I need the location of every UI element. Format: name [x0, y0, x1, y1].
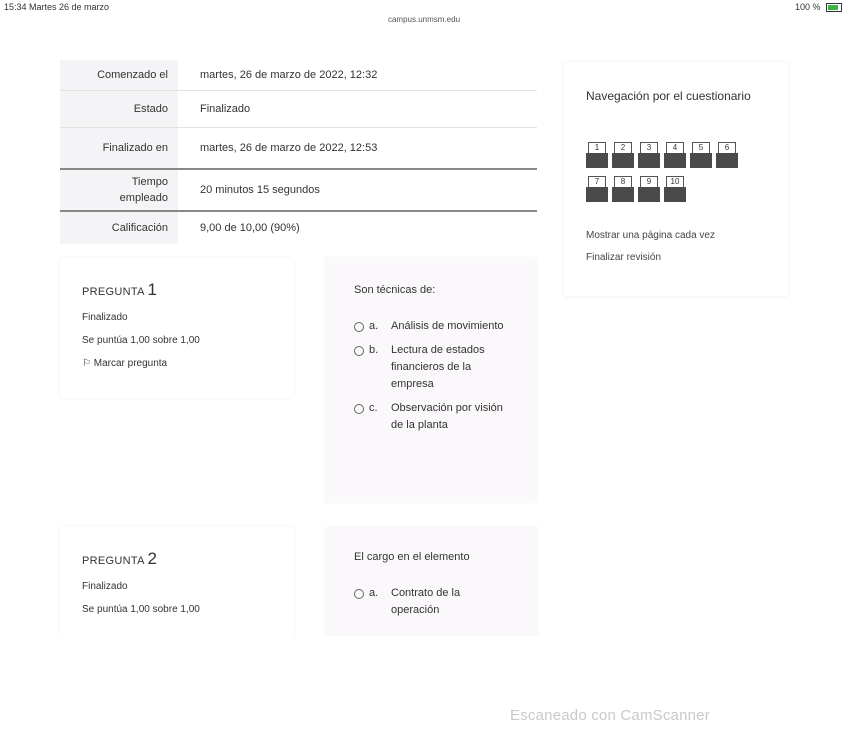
option-letter: c.: [369, 402, 378, 414]
summary-label: Estado: [60, 91, 178, 127]
question-nav-number: 7: [588, 176, 606, 188]
summary-label: Tiempo empleado: [60, 170, 178, 210]
question-nav-button[interactable]: [690, 142, 712, 168]
question-nav-number: 8: [614, 176, 632, 188]
summary-value: Finalizado: [200, 103, 251, 115]
question-title: [82, 549, 272, 569]
option-text: Contrato de la operación: [391, 587, 461, 616]
summary-row: [60, 91, 537, 128]
quiz-navigation: [564, 62, 788, 296]
question-text: Son técnicas de:: [354, 284, 436, 296]
question-score: Se puntúa 1,00 sobre 1,00: [82, 604, 200, 615]
question-nav-number: 1: [588, 142, 606, 154]
question-number: 1: [147, 280, 158, 299]
status-time: 15:34 Martes 26 de marzo: [4, 2, 110, 12]
question-nav-button[interactable]: [586, 176, 608, 202]
scanner-watermark: Escaneado con CamScanner: [510, 707, 710, 724]
question-score: Se puntúa 1,00 sobre 1,00: [82, 335, 200, 346]
summary-label: Calificación: [60, 212, 178, 244]
summary-value: martes, 26 de marzo de 2022, 12:53: [200, 142, 378, 154]
quiz-navigation-title: Navegación por el cuestionario: [586, 89, 751, 103]
question-nav-number: 5: [692, 142, 710, 154]
question-info-card: [60, 258, 294, 398]
option-text: Análisis de movimiento: [391, 320, 504, 332]
question-button-grid: [586, 142, 766, 210]
radio-button[interactable]: [354, 346, 364, 356]
radio-button[interactable]: [354, 589, 364, 599]
question-nav-number: 2: [614, 142, 632, 154]
finish-review-link[interactable]: Finalizar revisión: [586, 252, 662, 263]
answer-option[interactable]: [354, 585, 511, 619]
answer-option[interactable]: [354, 400, 511, 434]
question-status: Finalizado: [82, 312, 128, 323]
radio-button[interactable]: [354, 322, 364, 332]
radio-button[interactable]: [354, 404, 364, 414]
answer-option[interactable]: [354, 342, 511, 393]
flag-icon: ⚐: [82, 358, 94, 369]
summary-label: Comenzado el: [60, 60, 178, 90]
question-nav-number: 3: [640, 142, 658, 154]
page-blank-area: [0, 636, 848, 755]
attempt-summary: [60, 60, 537, 244]
summary-label: Finalizado en: [60, 128, 178, 168]
answer-option[interactable]: [354, 318, 511, 335]
question-nav-number: 4: [666, 142, 684, 154]
question-status: Finalizado: [82, 581, 128, 592]
url-bar[interactable]: campus.unmsm.edu: [387, 15, 461, 24]
option-letter: b.: [369, 344, 379, 356]
summary-value: 20 minutos 15 segundos: [200, 184, 320, 196]
option-text: Observación por visión de la planta: [391, 402, 503, 431]
question-title: [82, 280, 272, 300]
option-text: Lectura de estados financieros de la empresa: [391, 344, 485, 390]
summary-row: [60, 170, 537, 212]
option-letter: a.: [369, 587, 379, 599]
battery-icon: [826, 3, 842, 12]
battery-status: [795, 2, 842, 12]
question-text-card: [326, 258, 537, 502]
battery-label: 100 %: [794, 2, 821, 12]
question-nav-button[interactable]: [638, 142, 660, 168]
summary-value: 9,00 de 10,00 (90%): [200, 222, 300, 234]
question-label: PREGUNTA: [82, 555, 145, 567]
summary-row: [60, 128, 537, 170]
summary-row: [60, 212, 537, 244]
question-nav-button[interactable]: [716, 142, 738, 168]
question-nav-button[interactable]: [638, 176, 660, 202]
flag-label: Marcar pregunta: [93, 358, 168, 369]
question-nav-button[interactable]: [664, 142, 686, 168]
question-nav-button[interactable]: [664, 176, 686, 202]
question-text: El cargo en el elemento: [354, 551, 470, 563]
question-nav-number: 9: [640, 176, 658, 188]
question-nav-button[interactable]: [612, 142, 634, 168]
question-label: PREGUNTA: [82, 286, 145, 298]
show-one-page-link[interactable]: Mostrar una página cada vez: [586, 230, 715, 241]
question-nav-button[interactable]: [612, 176, 634, 202]
flag-question-link[interactable]: [82, 358, 272, 369]
question-nav-number: 6: [718, 142, 736, 154]
question-nav-number: 10: [666, 176, 684, 188]
question-nav-button[interactable]: [586, 142, 608, 168]
option-letter: a.: [369, 320, 379, 332]
question-number: 2: [147, 549, 158, 568]
summary-row: [60, 60, 537, 91]
summary-value: martes, 26 de marzo de 2022, 12:32: [200, 69, 378, 81]
status-bar: [0, 0, 848, 24]
